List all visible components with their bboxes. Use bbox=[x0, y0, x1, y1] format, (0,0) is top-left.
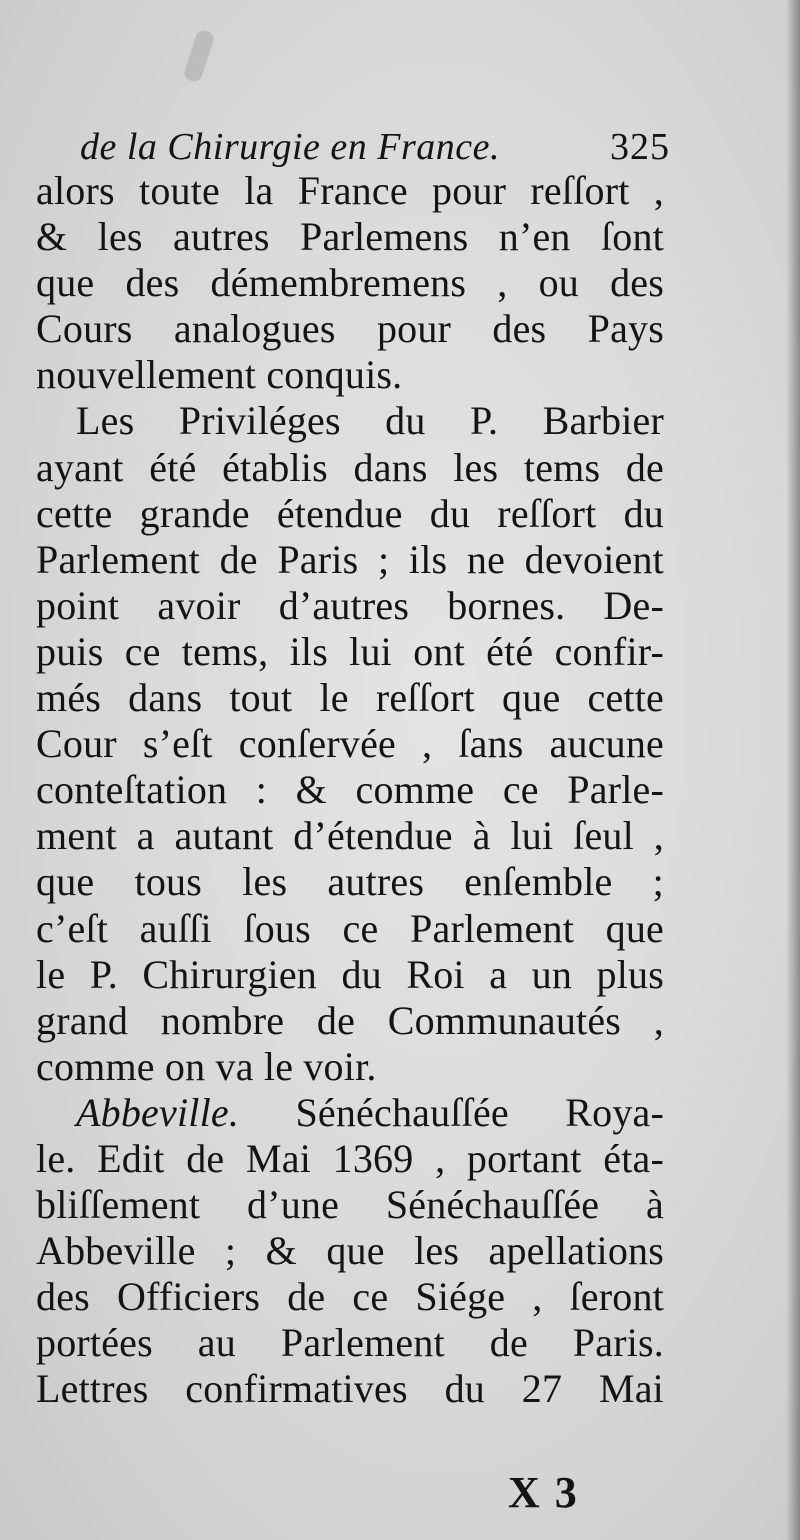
ink-stain bbox=[182, 28, 215, 83]
page-edge-shadow bbox=[786, 0, 800, 1540]
text-block bbox=[36, 168, 664, 1413]
text-line: que des démembremens , ou des bbox=[36, 260, 664, 306]
text-line: c’eſt auſſi ſous ce Parlement que bbox=[36, 905, 664, 951]
text-line: Cours analogues pour des Pays bbox=[36, 306, 664, 352]
text-line: Cour s’eſt conſervée , ſans aucune bbox=[36, 721, 664, 767]
text-line: alors toute la France pour reſſort , bbox=[36, 168, 664, 213]
text-line: cette grande étendue du reſſort du bbox=[36, 490, 664, 536]
text-line: point avoir d’autres bornes. De- bbox=[36, 582, 664, 628]
text-line: Parlement de Paris ; ils ne devoient bbox=[36, 536, 664, 582]
text-line: & les autres Parlemens n’en ſont bbox=[36, 214, 664, 260]
text-line: bliſſement d’une Sénéchauſſée à bbox=[36, 1182, 664, 1228]
text-line: Abbeville ; & que les apellations bbox=[36, 1228, 664, 1274]
text-line: puis ce tems, ils lui ont été confir- bbox=[36, 628, 664, 674]
abbeville-entry-first-line bbox=[36, 1090, 664, 1136]
text-line: ayant été établis dans les tems de bbox=[36, 444, 664, 490]
text-line: més dans tout le reſſort que cette bbox=[36, 675, 664, 721]
text-line: grand nombre de Communautés , bbox=[36, 997, 664, 1043]
text-line: nouvellement conquis. bbox=[36, 352, 403, 398]
text-line: le. Edit de Mai 1369 , portant éta- bbox=[36, 1135, 664, 1181]
paragraph-start-line: Les Priviléges du P. Barbier bbox=[76, 398, 664, 444]
text-line: ment a autant d’étendue à lui ſeul , bbox=[36, 813, 664, 859]
text-line: que tous les autres enſemble ; bbox=[36, 859, 664, 905]
text-line: comme on va le voir. bbox=[36, 1043, 377, 1089]
text-line: des Officiers de ce Siége , ſeront bbox=[36, 1274, 664, 1320]
signature-mark: X 3 bbox=[508, 1468, 579, 1517]
text-fragment: Sénéchauſſée Roya- bbox=[295, 1089, 664, 1135]
place-name: Abbeville. bbox=[76, 1089, 240, 1135]
text-line: le P. Chirurgien du Roi a un plus bbox=[36, 951, 664, 997]
running-head bbox=[80, 122, 670, 172]
text-line: Lettres confirmatives du 27 Mai bbox=[36, 1366, 664, 1412]
text-line: conteſtation : & comme ce Parle- bbox=[36, 767, 664, 813]
text-line: portées au Parlement de Paris. bbox=[36, 1320, 664, 1366]
running-title: de la Chirurgie en France. bbox=[80, 126, 501, 168]
page-number: 325 bbox=[610, 126, 670, 168]
